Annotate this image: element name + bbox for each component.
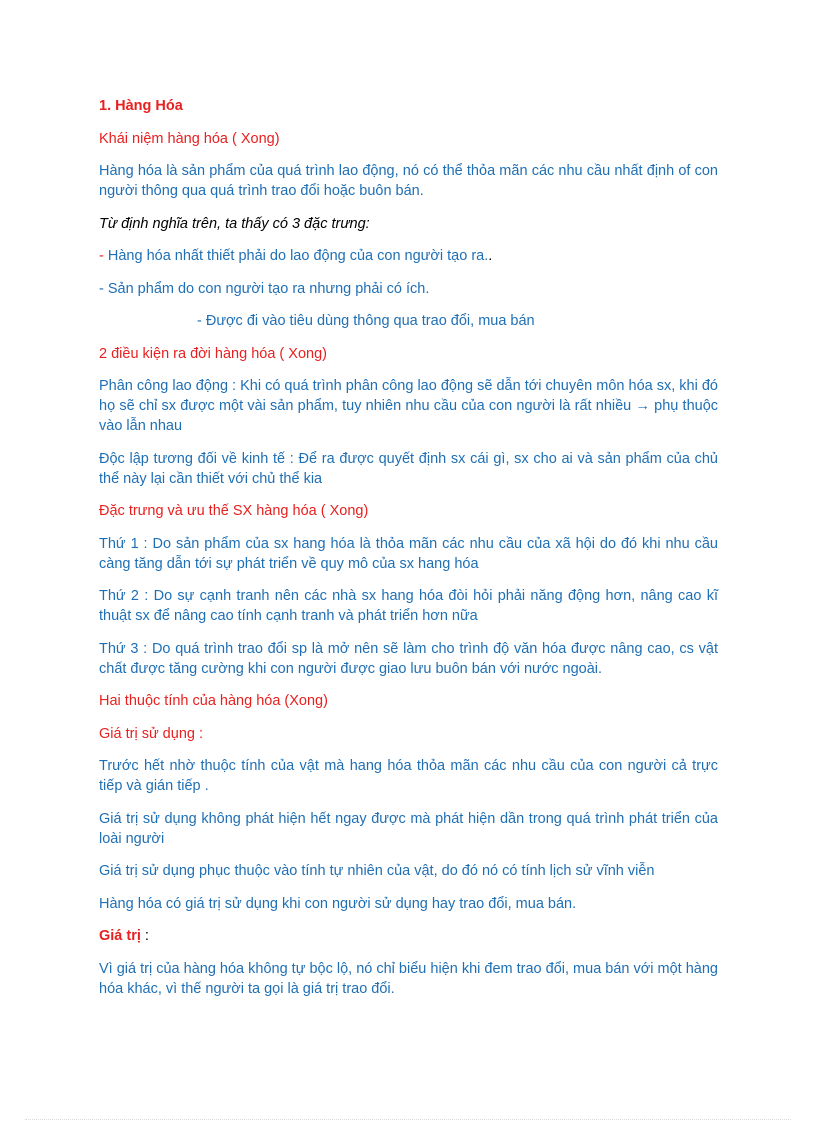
paragraph-division-text: Phân công lao động : Khi có quá trình phân công lao động sẽ dẫn tới chuyên môn hóa sx, khi đó họ sẽ chỉ sx được một vài sản phẩm, tuy nhiên nhu cầu của con người là rất nhiều (99, 378, 718, 414)
subtitle-value-text: Giá trị (99, 928, 141, 944)
bullet-1-text: Hàng hóa nhất thiết phải do lao động của con người tạo ra. (103, 248, 489, 264)
paragraph-third: Thứ 3 : Do quá trình trao đổi sp là mở nên sẽ làm cho trình độ văn hóa được nâng cao, cs vật chất được tăng cường khi con người được giao lưu buôn bán với nước ngoài. (99, 640, 718, 677)
paragraph-second: Thứ 2 : Do sự cạnh tranh nên các nhà sx hang hóa đòi hỏi phải năng động hơn, nâng cao kĩ thuật sx để nâng cao tính cạnh tranh và phát triển hơn nữa (99, 588, 718, 624)
bullet-3: - Được đi vào tiêu dùng thông qua trao đổi, mua bán (197, 313, 535, 329)
bullet-1 (99, 246, 718, 266)
paragraph-use-value-3: Giá trị sử dụng phục thuộc vào tính tự nhiên của vật, do đó nó có tính lịch sử vĩnh viễn (99, 863, 655, 879)
heading: 1. Hàng Hóa (99, 98, 183, 114)
paragraph-use-value-1: Trước hết nhờ thuộc tính của vật mà hang hóa thỏa mãn các nhu cầu của con người cả trực tiếp và gián tiếp . (99, 758, 718, 794)
bullet-1-end: . (488, 248, 493, 264)
section-title-concept: Khái niệm hàng hóa ( Xong) (99, 130, 280, 147)
arrow-right-icon: → (635, 398, 650, 414)
paragraph-use-value-4: Hàng hóa có giá trị sử dụng khi con người sử dụng hay trao đổi, mua bán. (99, 895, 577, 912)
section-title-characteristics: Đặc trưng và ưu thế SX hàng hóa ( Xong) (99, 503, 369, 519)
bullet-dash: - (99, 248, 104, 264)
section-title-attributes: Hai thuộc tính của hàng hóa (Xong) (99, 693, 328, 709)
section-title-conditions: 2 điều kiện ra đời hàng hóa ( Xong) (99, 345, 327, 362)
paragraph-division-end: phụ thuộc vào lẫn nhau (99, 398, 719, 434)
paragraph-intro: Từ định nghĩa trên, ta thấy có 3 đặc trưng: (99, 215, 370, 232)
paragraph-definition: Hàng hóa là sản phẩm của quá trình lao động, nó có thể thỏa mãn các nhu cầu nhất định of con người thông qua quá trình trao đổi hoặc buôn bán. (99, 163, 718, 199)
subtitle-value-colon: : (140, 928, 149, 944)
document-body (99, 96, 718, 1011)
paragraph-first: Thứ 1 : Do sản phẩm của sx hang hóa là thỏa mãn các nhu cầu của xã hội do đó khi nhu cầu càng tăng dẫn tới sự phát triển về quy mô của sx hang hóa (99, 535, 718, 572)
paragraph-independence: Độc lập tương đối về kinh tế : Để ra được quyết định sx cái gì, sx cho ai và sản phẩm của chủ thể này lại cần thiết với chủ thể kia (99, 450, 718, 487)
subtitle-use-value: Giá trị sử dụng : (99, 725, 203, 742)
paragraph-use-value-2: Giá trị sử dụng không phát hiện hết ngay được mà phát hiện dần trong quá trình phát triển của loài người (99, 810, 718, 847)
page-bottom-divider (25, 1119, 791, 1120)
paragraph-division-of-labor (99, 376, 718, 436)
bullet-2: - Sản phẩm do con người tạo ra nhưng phải có ích. (99, 280, 430, 297)
subtitle-value (99, 926, 718, 946)
paragraph-value: Vì giá trị của hàng hóa không tự bộc lộ, nó chỉ biểu hiện khi đem trao đổi, mua bán với một hàng hóa khác, vì thế người ta gọi là giá trị trao đổi. (99, 960, 718, 997)
